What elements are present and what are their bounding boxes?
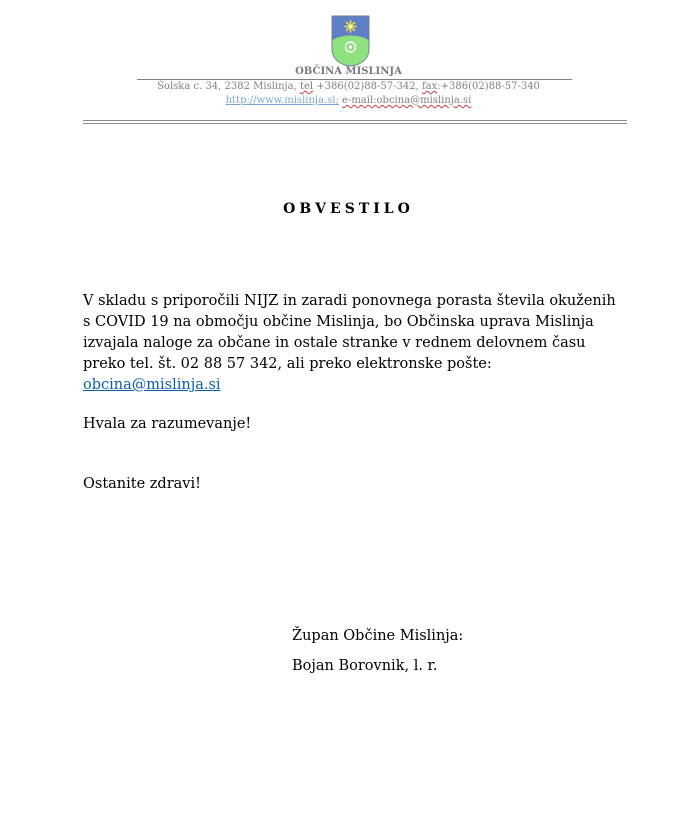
website-link[interactable]: http://www.mislinja.si; [225,95,339,106]
document-title: OBVESTILO [283,201,414,217]
notice-text: V skladu s priporočili NIJZ in zaradi ponovnega porasta števila okuženih s COVID 19 na območju občine Mislinja, bo Občinska uprava Mislinja izvajala naloge za občane in ostale stranke v rednem delovnem času preko tel. št. 02 88 57 342, ali preko elektronske pošte: [83,293,616,372]
header-divider [137,79,572,80]
fax-label: fax [421,81,438,92]
address-text: Šolska c. 34, 2382 Mislinja, [157,81,300,92]
organization-address [0,81,697,92]
signature-name: Bojan Borovnik, l. r. [292,658,438,674]
email-contact[interactable]: e-mail:obcina@mislinja.si [342,95,472,106]
organization-name: OBČINA MISLINJA [295,66,402,77]
municipality-coat-of-arms-icon [331,15,370,67]
tel-number: +386(02)88-57-342, [313,81,422,92]
page-divider-bottom [83,123,627,124]
closing-line: Ostanite zdravi! [83,476,201,492]
notice-paragraph [83,291,623,396]
thanks-line: Hvala za razumevanje! [83,416,252,432]
signature-title: Župan Občine Mislinja: [292,628,464,644]
email-link[interactable]: obcina@mislinja.si [83,377,221,393]
organization-contacts [0,95,697,106]
page-divider-top [83,120,627,121]
tel-label: tel [299,81,314,92]
fax-number: :+386(02)88-57-340 [437,81,540,92]
